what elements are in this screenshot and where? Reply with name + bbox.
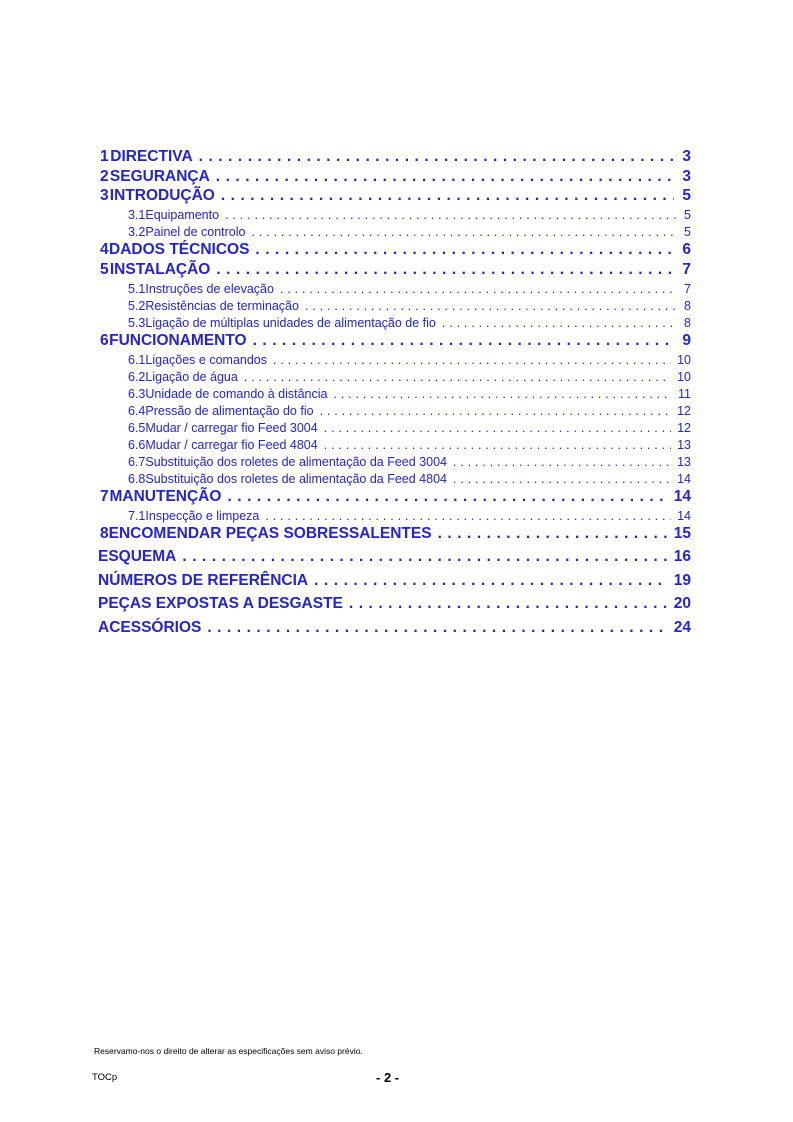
toc-leader-dots	[199, 148, 674, 166]
toc-entry-page: 24	[673, 619, 691, 636]
toc-entry-title: FUNCIONAMENTO	[109, 332, 247, 349]
toc-entry-page: 5	[684, 225, 691, 239]
toc-entry-number: 5.2	[128, 299, 146, 313]
toc-entry-page: 11	[678, 387, 691, 401]
toc-leader-dots	[216, 261, 674, 279]
toc-leader-dots	[349, 595, 668, 613]
toc-entry-title: ENCOMENDAR PEÇAS SOBRESSALENTES	[108, 525, 432, 542]
toc-entry[interactable]	[98, 619, 691, 637]
toc-leader-dots	[253, 332, 675, 350]
toc-entry-title: Instruções de elevação	[145, 282, 274, 296]
toc-entry[interactable]	[100, 241, 691, 259]
toc-subentry[interactable]	[128, 353, 691, 367]
toc-entry[interactable]	[100, 525, 691, 543]
toc-entry-title: NÚMEROS DE REFERÊNCIA	[98, 572, 309, 589]
toc-subentry[interactable]	[128, 208, 691, 222]
toc-entry-title: DADOS TÉCNICOS	[109, 241, 250, 258]
toc-entry-number: 5	[100, 261, 109, 278]
toc-entry[interactable]	[98, 548, 691, 566]
toc-entry-title: Equipamento	[145, 208, 220, 222]
toc-entry[interactable]	[100, 332, 691, 350]
toc-entry-number: 6	[100, 332, 109, 349]
toc-leader-dots	[251, 225, 676, 239]
toc-entry-page: 5	[682, 187, 691, 204]
toc-entry-number: 6.8	[128, 472, 146, 486]
toc-leader-dots	[182, 548, 667, 566]
toc-subentry[interactable]	[128, 387, 691, 401]
toc-leader-dots	[333, 387, 672, 401]
toc-entry-page: 13	[677, 438, 691, 452]
toc-entry-page: 6	[682, 241, 691, 258]
toc-entry-page: 14	[677, 509, 691, 523]
toc-leader-dots	[273, 353, 671, 367]
toc-entry-number: 6.1	[128, 353, 146, 367]
toc-entry[interactable]	[100, 261, 691, 279]
toc-entry[interactable]	[100, 168, 691, 186]
toc-entry[interactable]	[100, 148, 691, 166]
toc-subentry[interactable]	[128, 370, 691, 384]
toc-entry-page: 15	[673, 525, 691, 542]
footer-disclaimer: Reservamo-nos o direito de alterar as especificações sem aviso prévio.	[94, 1046, 363, 1056]
toc-entry-page: 12	[677, 421, 691, 435]
toc-entry-number: 5.3	[128, 316, 146, 330]
toc-leader-dots	[442, 316, 678, 330]
toc-entry-title: Ligação de água	[145, 370, 238, 384]
toc-leader-dots	[453, 455, 671, 469]
toc-leader-dots	[221, 187, 674, 205]
toc-entry-page: 20	[673, 595, 691, 612]
toc-entry-page: 8	[684, 316, 691, 330]
toc-subentry[interactable]	[128, 282, 691, 296]
toc-subentry[interactable]	[128, 455, 691, 469]
toc-subentry[interactable]	[128, 316, 691, 330]
toc-entry-title: Unidade de comando à distância	[145, 387, 328, 401]
toc-entry-page: 10	[677, 370, 691, 384]
toc-leader-dots	[227, 488, 667, 506]
toc-leader-dots	[244, 370, 671, 384]
toc-entry-page: 3	[682, 168, 691, 185]
toc-entry-title: MANUTENÇÃO	[109, 488, 222, 505]
toc-entry-number: 3.2	[128, 225, 146, 239]
toc-entry-number: 3.1	[128, 208, 146, 222]
toc-subentry[interactable]	[128, 421, 691, 435]
toc-entry-page: 16	[673, 548, 691, 565]
toc-entry-number: 7	[100, 488, 109, 505]
toc-leader-dots	[255, 241, 675, 259]
toc-entry-page: 8	[684, 299, 691, 313]
toc-entry-title: SEGURANÇA	[109, 168, 210, 185]
toc-entry-page: 7	[684, 282, 691, 296]
toc-entry-number: 6.3	[128, 387, 146, 401]
toc-leader-dots	[265, 509, 671, 523]
footer-doc-code: TOCp	[92, 1072, 118, 1083]
toc-leader-dots	[305, 299, 677, 313]
toc-leader-dots	[453, 472, 671, 486]
toc-entry-title: Mudar / carregar fio Feed 3004	[145, 421, 318, 435]
toc-entry-title: Substituição dos roletes de alimentação da Feed 4804	[145, 472, 447, 486]
toc-entry-title: Resistências de terminação	[145, 299, 299, 313]
toc-entry[interactable]	[98, 595, 691, 613]
toc-entry-title: DIRECTIVA	[110, 148, 193, 165]
toc-subentry[interactable]	[128, 509, 691, 523]
toc-entry[interactable]	[98, 572, 691, 590]
toc-leader-dots	[225, 208, 676, 222]
footer-page-number: - 2 -	[376, 1070, 400, 1085]
toc-entry-title: INSTALAÇÃO	[109, 261, 211, 278]
toc-entry-page: 13	[677, 455, 691, 469]
toc-entry-number: 6.5	[128, 421, 146, 435]
toc-entry-title: ESQUEMA	[98, 548, 177, 565]
toc-entry-number: 1	[100, 148, 109, 165]
toc-entry[interactable]	[100, 187, 691, 205]
toc-entry-number: 4	[100, 241, 109, 258]
toc-entry-number: 8	[100, 525, 109, 542]
toc-leader-dots	[314, 572, 668, 590]
toc-entry-page: 5	[684, 208, 691, 222]
toc-entry-number: 3	[100, 187, 109, 204]
toc-entry-title: Painel de controlo	[145, 225, 246, 239]
toc-leader-dots	[280, 282, 677, 296]
toc-entry-number: 2	[100, 168, 109, 185]
toc-entry-page: 14	[677, 472, 691, 486]
toc-leader-dots	[207, 619, 667, 637]
toc-entry-title: ACESSÓRIOS	[98, 619, 202, 636]
toc-entry-page: 19	[673, 572, 691, 589]
toc-entry-page: 14	[673, 488, 691, 505]
toc-entry-title: PEÇAS EXPOSTAS A DESGASTE	[98, 595, 343, 612]
toc-entry-page: 10	[677, 353, 691, 367]
toc-entry-number: 6.6	[128, 438, 146, 452]
toc-subentry[interactable]	[128, 404, 691, 418]
toc-entry-title: Ligação de múltiplas unidades de alimentação de fio	[145, 316, 436, 330]
toc-entry-number: 7.1	[128, 509, 146, 523]
toc-leader-dots	[438, 525, 668, 543]
toc-entry-number: 6.7	[128, 455, 146, 469]
toc-entry-page: 3	[682, 148, 691, 165]
toc-entry-page: 12	[677, 404, 691, 418]
toc-leader-dots	[324, 438, 671, 452]
toc-subentry[interactable]	[128, 225, 691, 239]
toc-entry-title: Ligações e comandos	[145, 353, 267, 367]
toc-entry-number: 6.2	[128, 370, 146, 384]
toc-entry-page: 7	[682, 261, 691, 278]
toc-entry[interactable]	[100, 488, 691, 506]
toc-entry-title: INTRODUÇÃO	[109, 187, 215, 204]
toc-leader-dots	[320, 404, 672, 418]
toc-subentry[interactable]	[128, 438, 691, 452]
toc-entry-title: Substituição dos roletes de alimentação da Feed 3004	[145, 455, 447, 469]
toc-subentry[interactable]	[128, 299, 691, 313]
toc-entry-title: Mudar / carregar fio Feed 4804	[145, 438, 318, 452]
toc-entry-title: Pressão de alimentação do fio	[145, 404, 314, 418]
toc-entry-number: 5.1	[128, 282, 146, 296]
toc-subentry[interactable]	[128, 472, 691, 486]
toc-entry-page: 9	[682, 332, 691, 349]
toc-entry-title: Inspecção e limpeza	[145, 509, 260, 523]
toc-leader-dots	[216, 168, 674, 186]
toc-leader-dots	[324, 421, 671, 435]
toc-entry-number: 6.4	[128, 404, 146, 418]
